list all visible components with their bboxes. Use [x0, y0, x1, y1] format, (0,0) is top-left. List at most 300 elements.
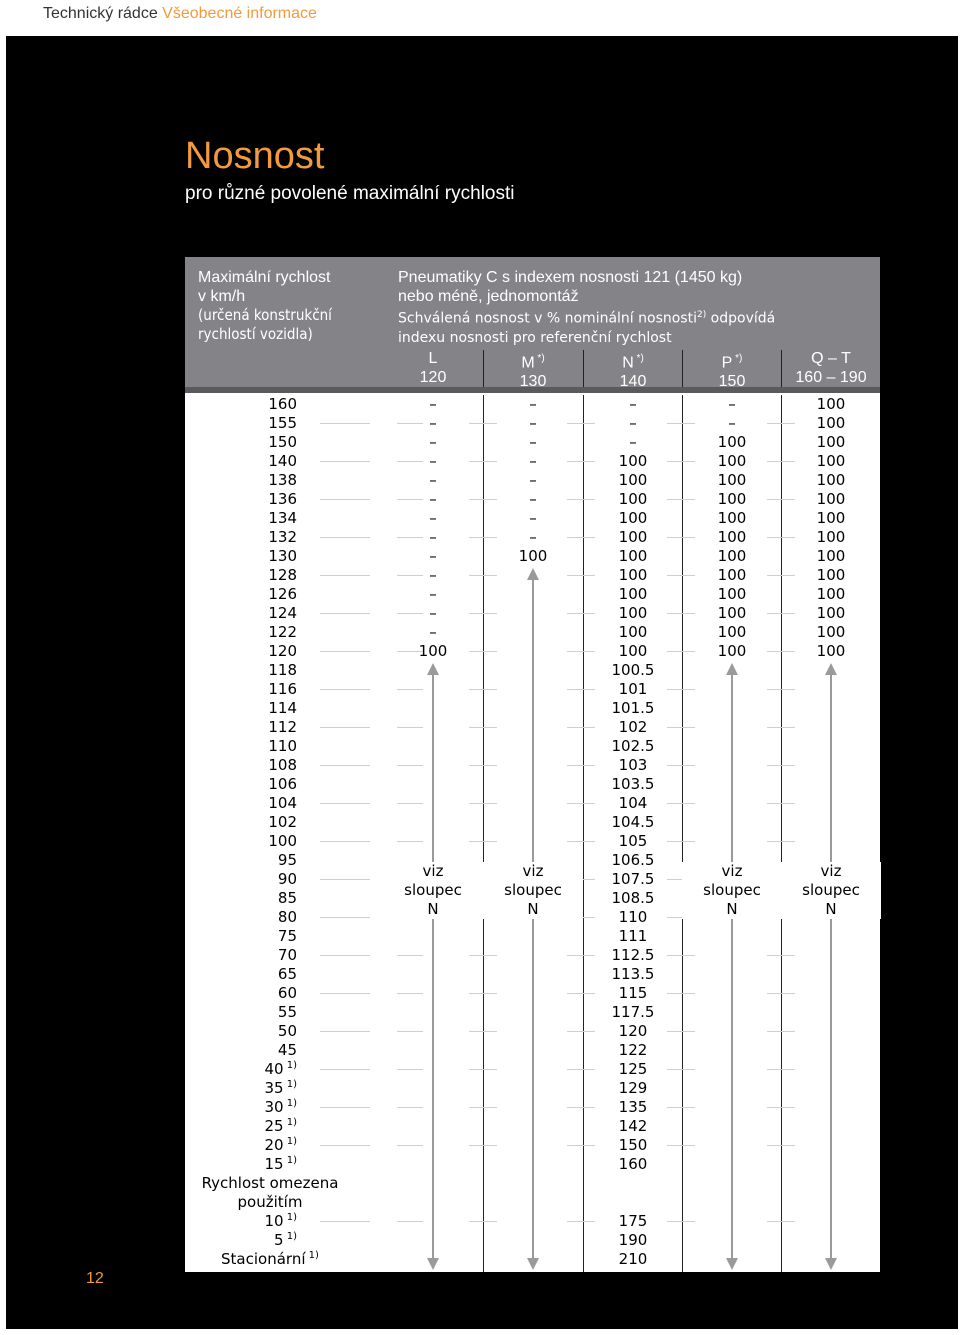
capacity-group-header [398, 268, 775, 348]
capacity-cell: – [429, 433, 437, 451]
capacity-cell: 210 [618, 1250, 648, 1268]
capacity-cell: 100 [717, 433, 747, 451]
row-guide [320, 993, 370, 994]
capacity-cell: 100 [717, 566, 747, 584]
capacity-cell: 106.5 [611, 851, 655, 869]
speed-cell [264, 1136, 297, 1154]
capacity-cell: – [629, 433, 637, 451]
row-guide [320, 765, 370, 766]
speed-value: 45 [277, 1041, 297, 1059]
capacity-cell: – [429, 547, 437, 565]
capacity-cell: 125 [618, 1060, 648, 1078]
row-guide [469, 1069, 497, 1070]
row-guide [469, 841, 497, 842]
capacity-cell: 101.5 [611, 699, 655, 717]
speed-cell [264, 1155, 297, 1173]
capacity-cell: 100 [618, 585, 648, 603]
speed-cell [268, 623, 297, 641]
capacity-cell: 108.5 [611, 889, 655, 907]
row-guide [767, 689, 795, 690]
capacity-cell: 100.5 [611, 661, 655, 679]
row-guide [767, 993, 795, 994]
speed-value: 124 [268, 604, 297, 622]
speed-cell [268, 547, 297, 565]
speed-cell [268, 642, 297, 660]
speed-cell [278, 908, 297, 926]
speed-header-line: Maximální rychlost [198, 269, 331, 286]
speed-header-line: rychlostí vozidla) [198, 325, 313, 343]
group-header-line: Schválená nosnost v % nominální nosnosti$^{2)}$ odpovídá [398, 310, 776, 327]
see-column-text: viz [820, 862, 842, 880]
capacity-cell: – [429, 395, 437, 413]
speed-cell [195, 1193, 345, 1211]
speed-value: 60 [277, 984, 297, 1002]
row-guide [397, 993, 423, 994]
speed-cell [268, 699, 297, 717]
row-guide [469, 955, 497, 956]
capacity-cell: 122 [618, 1041, 648, 1059]
speed-value: 65 [277, 965, 297, 983]
capacity-cell: 120 [618, 1022, 648, 1040]
speed-header-line: v km/h [198, 288, 246, 305]
column-header [583, 349, 683, 391]
speed-value: 104 [268, 794, 297, 812]
speed-cell [195, 1174, 345, 1192]
footnote-marker: 1) [283, 1079, 297, 1090]
capacity-cell: 175 [618, 1212, 648, 1230]
row-guide [320, 917, 370, 918]
capacity-cell: – [529, 414, 537, 432]
row-guide [767, 1145, 795, 1146]
speed-value: použitím [237, 1193, 303, 1211]
speed-value: 160 [268, 395, 297, 413]
row-guide [469, 803, 497, 804]
row-guide [397, 765, 423, 766]
row-guide [397, 1069, 423, 1070]
capacity-cell: – [728, 414, 736, 432]
capacity-cell: – [629, 414, 637, 432]
speed-value: Stacionární [221, 1250, 306, 1268]
row-guide [469, 689, 497, 690]
capacity-cell: 104.5 [611, 813, 655, 831]
speed-value: 15 [264, 1155, 284, 1173]
speed-cell [268, 452, 297, 470]
speed-cell [268, 528, 297, 546]
speed-cell [264, 1098, 297, 1116]
group-header-line: Pneumatiky C s indexem nosnosti 121 (1450 kg) [398, 269, 743, 286]
speed-cell [268, 604, 297, 622]
capacity-cell: 100 [816, 471, 846, 489]
row-guide [767, 1031, 795, 1032]
speed-cell [278, 1041, 297, 1059]
speed-value: 5 [274, 1231, 284, 1249]
column-header [781, 349, 881, 387]
capacity-cell: 100 [618, 452, 648, 470]
speed-value: 10 [264, 1212, 284, 1230]
capacity-cell: 100 [618, 471, 648, 489]
row-guide [397, 841, 423, 842]
speed-value: 128 [268, 566, 297, 584]
speed-value: 20 [264, 1136, 284, 1154]
capacity-cell: – [429, 471, 437, 489]
speed-value: 130 [268, 547, 297, 565]
capacity-cell: 100 [717, 585, 747, 603]
row-guide [320, 727, 370, 728]
column-header [483, 349, 583, 391]
capacity-cell: 100 [518, 547, 548, 565]
speed-value: 155 [268, 414, 297, 432]
row-guide [397, 955, 423, 956]
arrow-shaft [830, 674, 832, 1259]
speed-value: 120 [268, 642, 297, 660]
header-column-divider [483, 350, 484, 387]
row-guide [320, 575, 370, 576]
capacity-cell: 100 [816, 585, 846, 603]
footnote-marker: 1) [283, 1117, 297, 1128]
capacity-cell: 103 [618, 756, 648, 774]
capacity-cell: 100 [816, 604, 846, 622]
capacity-cell: 129 [618, 1079, 648, 1097]
speed-cell [268, 414, 297, 432]
row-guide [469, 1107, 497, 1108]
capacity-cell: 100 [717, 623, 747, 641]
capacity-cell: 100 [816, 414, 846, 432]
row-guide [469, 1145, 497, 1146]
row-guide [767, 841, 795, 842]
footnote-marker: *) [732, 353, 743, 364]
speed-cell [268, 737, 297, 755]
speed-cell [195, 1250, 345, 1268]
row-guide [767, 803, 795, 804]
speed-cell [268, 395, 297, 413]
speed-symbol: Q – T [811, 350, 851, 367]
speed-value: 122 [268, 623, 297, 641]
row-guide [320, 461, 370, 462]
speed-cell [278, 851, 297, 869]
speed-cell [268, 585, 297, 603]
capacity-cell: – [429, 585, 437, 603]
speed-value: 118 [268, 661, 297, 679]
capacity-cell: 104 [618, 794, 648, 812]
capacity-cell: 100 [618, 528, 648, 546]
capacity-cell: 100 [418, 642, 448, 660]
footnote-marker: *) [633, 353, 644, 364]
speed-cell [268, 756, 297, 774]
capacity-cell: 100 [816, 452, 846, 470]
speed-value: 70 [277, 946, 297, 964]
capacity-cell: 100 [816, 395, 846, 413]
see-column-text: N [726, 900, 738, 918]
capacity-cell: – [529, 490, 537, 508]
row-guide [397, 727, 423, 728]
see-column-text: viz [522, 862, 544, 880]
speed-value: 25 [264, 1117, 284, 1135]
row-guide [469, 993, 497, 994]
capacity-cell: 105 [618, 832, 648, 850]
capacity-cell: 102.5 [611, 737, 655, 755]
speed-value: 136 [268, 490, 297, 508]
speed-cell [278, 1022, 297, 1040]
capacity-cell: 100 [816, 528, 846, 546]
page-title: Nosnost [185, 135, 325, 177]
row-guide [397, 1145, 423, 1146]
row-guide [397, 1031, 423, 1032]
arrow-down-icon [527, 1258, 539, 1270]
reference-speed: 160 – 190 [795, 369, 867, 386]
capacity-cell: – [429, 604, 437, 622]
capacity-cell: – [429, 414, 437, 432]
page-subtitle: pro různé povolené maximální rychlosti [185, 183, 515, 204]
speed-value: 100 [268, 832, 297, 850]
see-column-text: N [427, 900, 439, 918]
row-guide [320, 1107, 370, 1108]
speed-value: 138 [268, 471, 297, 489]
speed-cell [278, 1003, 297, 1021]
speed-cell [264, 1212, 297, 1230]
footnote-marker: *) [534, 353, 545, 364]
see-column-text: sloupec [703, 881, 761, 899]
speed-value: 75 [277, 927, 297, 945]
footnote-marker: 1) [305, 1250, 319, 1261]
capacity-cell: 100 [816, 490, 846, 508]
row-guide [397, 803, 423, 804]
capacity-cell: 100 [816, 566, 846, 584]
capacity-cell: 102 [618, 718, 648, 736]
column-header [682, 349, 782, 391]
speed-cell [268, 433, 297, 451]
capacity-cell: 160 [618, 1155, 648, 1173]
row-guide [320, 879, 370, 880]
capacity-cell: 110 [618, 908, 648, 926]
capacity-cell: 100 [717, 509, 747, 527]
speed-value: 116 [268, 680, 297, 698]
page-number: 12 [86, 1270, 104, 1287]
row-guide [320, 1031, 370, 1032]
speed-value: 55 [277, 1003, 297, 1021]
reference-speed: 120 [419, 369, 447, 386]
capacity-cell: 100 [816, 509, 846, 527]
capacity-cell: 117.5 [611, 1003, 655, 1021]
speed-value: 112 [268, 718, 297, 736]
row-guide [320, 537, 370, 538]
arrow-down-icon [825, 1258, 837, 1270]
capacity-cell: – [529, 509, 537, 527]
speed-value: 40 [264, 1060, 284, 1078]
footnote-marker: 1) [283, 1231, 297, 1242]
row-guide [469, 1031, 497, 1032]
speed-cell [278, 889, 297, 907]
see-column-text: viz [422, 862, 444, 880]
capacity-cell: 100 [717, 528, 747, 546]
speed-column-header [198, 268, 332, 344]
row-guide [767, 1107, 795, 1108]
speed-cell [278, 870, 297, 888]
arrow-shaft [532, 579, 534, 1259]
see-column-note [682, 862, 782, 919]
capacity-cell: 100 [717, 604, 747, 622]
reference-speed: 140 [619, 373, 647, 391]
speed-cell [268, 680, 297, 698]
capacity-cell: – [529, 452, 537, 470]
see-column-text: sloupec [404, 881, 462, 899]
capacity-cell: 100 [816, 433, 846, 451]
speed-symbol: M [521, 354, 535, 372]
see-column-text: N [527, 900, 539, 918]
capacity-cell: 100 [618, 509, 648, 527]
capacity-cell: – [529, 528, 537, 546]
speed-value: 30 [264, 1098, 284, 1116]
capacity-cell: 100 [618, 642, 648, 660]
speed-value: 106 [268, 775, 297, 793]
see-column-text: sloupec [802, 881, 860, 899]
speed-value: 80 [277, 908, 297, 926]
speed-value: 114 [268, 699, 297, 717]
capacity-cell: – [529, 471, 537, 489]
row-guide [320, 423, 370, 424]
column-header [383, 349, 483, 387]
speed-cell [268, 509, 297, 527]
running-header [43, 5, 317, 23]
capacity-cell: 100 [816, 642, 846, 660]
header-column-divider [583, 350, 584, 387]
speed-cell [264, 1079, 297, 1097]
capacity-cell: 100 [816, 623, 846, 641]
capacity-cell: 150 [618, 1136, 648, 1154]
speed-cell [268, 490, 297, 508]
speed-symbol: P [721, 354, 733, 372]
capacity-cell: 100 [816, 547, 846, 565]
group-header-line: indexu nosnosti pro referenční rychlost [398, 329, 672, 346]
speed-cell [268, 775, 297, 793]
see-column-note [383, 862, 483, 919]
row-guide [767, 955, 795, 956]
reference-speed: 150 [718, 373, 746, 391]
load-capacity-table [185, 257, 880, 1272]
reference-speed: 130 [519, 373, 547, 391]
capacity-cell: 100 [618, 623, 648, 641]
footnote-marker: 1) [283, 1098, 297, 1109]
speed-value: 140 [268, 452, 297, 470]
see-column-note [781, 862, 881, 919]
speed-cell [268, 566, 297, 584]
capacity-cell: 115 [618, 984, 648, 1002]
row-guide [320, 841, 370, 842]
speed-value: Rychlost omezena [201, 1174, 339, 1192]
speed-value: 126 [268, 585, 297, 603]
speed-cell [278, 984, 297, 1002]
speed-cell [278, 946, 297, 964]
arrow-shaft [731, 674, 733, 1259]
speed-cell [274, 1231, 297, 1249]
row-guide [320, 689, 370, 690]
speed-value: 35 [264, 1079, 284, 1097]
speed-cell [268, 813, 297, 831]
capacity-cell: – [629, 395, 637, 413]
footnote-marker: 1) [283, 1212, 297, 1223]
row-guide [320, 1221, 370, 1222]
capacity-cell: 142 [618, 1117, 648, 1135]
capacity-cell: 100 [618, 566, 648, 584]
speed-value: 50 [277, 1022, 297, 1040]
capacity-cell: – [529, 433, 537, 451]
footnote-marker: 1) [283, 1155, 297, 1166]
guide-title: Technický rádce [43, 5, 158, 22]
row-guide [320, 1145, 370, 1146]
speed-value: 150 [268, 433, 297, 451]
capacity-cell: – [429, 452, 437, 470]
header-column-divider [682, 350, 683, 387]
row-guide [397, 1221, 423, 1222]
row-guide [767, 765, 795, 766]
speed-cell [268, 661, 297, 679]
capacity-cell: – [728, 395, 736, 413]
row-guide [320, 651, 370, 652]
speed-cell [278, 927, 297, 945]
speed-value: 132 [268, 528, 297, 546]
speed-value: 95 [277, 851, 297, 869]
capacity-cell: 112.5 [611, 946, 655, 964]
row-guide [320, 613, 370, 614]
arrow-shaft [432, 674, 434, 1259]
row-guide [320, 499, 370, 500]
row-guide [397, 1107, 423, 1108]
capacity-cell: – [429, 528, 437, 546]
arrow-down-icon [726, 1258, 738, 1270]
capacity-cell: 100 [717, 642, 747, 660]
arrow-down-icon [427, 1258, 439, 1270]
speed-value: 108 [268, 756, 297, 774]
capacity-cell: 100 [618, 604, 648, 622]
row-guide [767, 1221, 795, 1222]
speed-cell [268, 471, 297, 489]
table-header [185, 257, 880, 391]
see-column-text: viz [721, 862, 743, 880]
capacity-cell: 135 [618, 1098, 648, 1116]
capacity-cell: – [529, 395, 537, 413]
capacity-cell: 100 [618, 547, 648, 565]
capacity-cell: 100 [717, 452, 747, 470]
capacity-cell: – [429, 623, 437, 641]
capacity-cell: – [429, 490, 437, 508]
row-guide [469, 1221, 497, 1222]
speed-cell [264, 1117, 297, 1135]
capacity-cell: 107.5 [611, 870, 655, 888]
speed-cell [268, 832, 297, 850]
capacity-cell: 103.5 [611, 775, 655, 793]
capacity-cell: – [429, 566, 437, 584]
row-guide [397, 689, 423, 690]
capacity-cell: 113.5 [611, 965, 655, 983]
section-title: Všeobecné informace [162, 5, 317, 22]
capacity-cell: 111 [618, 927, 648, 945]
header-column-divider [781, 350, 782, 387]
capacity-cell: 100 [717, 490, 747, 508]
speed-cell [278, 965, 297, 983]
see-column-text: sloupec [504, 881, 562, 899]
row-guide [320, 955, 370, 956]
speed-cell [268, 718, 297, 736]
speed-cell [268, 794, 297, 812]
speed-value: 102 [268, 813, 297, 831]
row-guide [320, 803, 370, 804]
speed-value: 85 [277, 889, 297, 907]
footnote-marker: 1) [283, 1136, 297, 1147]
capacity-cell: 190 [618, 1231, 648, 1249]
row-guide [767, 1069, 795, 1070]
footnote-marker: 1) [283, 1060, 297, 1071]
row-guide [320, 1069, 370, 1070]
capacity-cell: 100 [717, 547, 747, 565]
